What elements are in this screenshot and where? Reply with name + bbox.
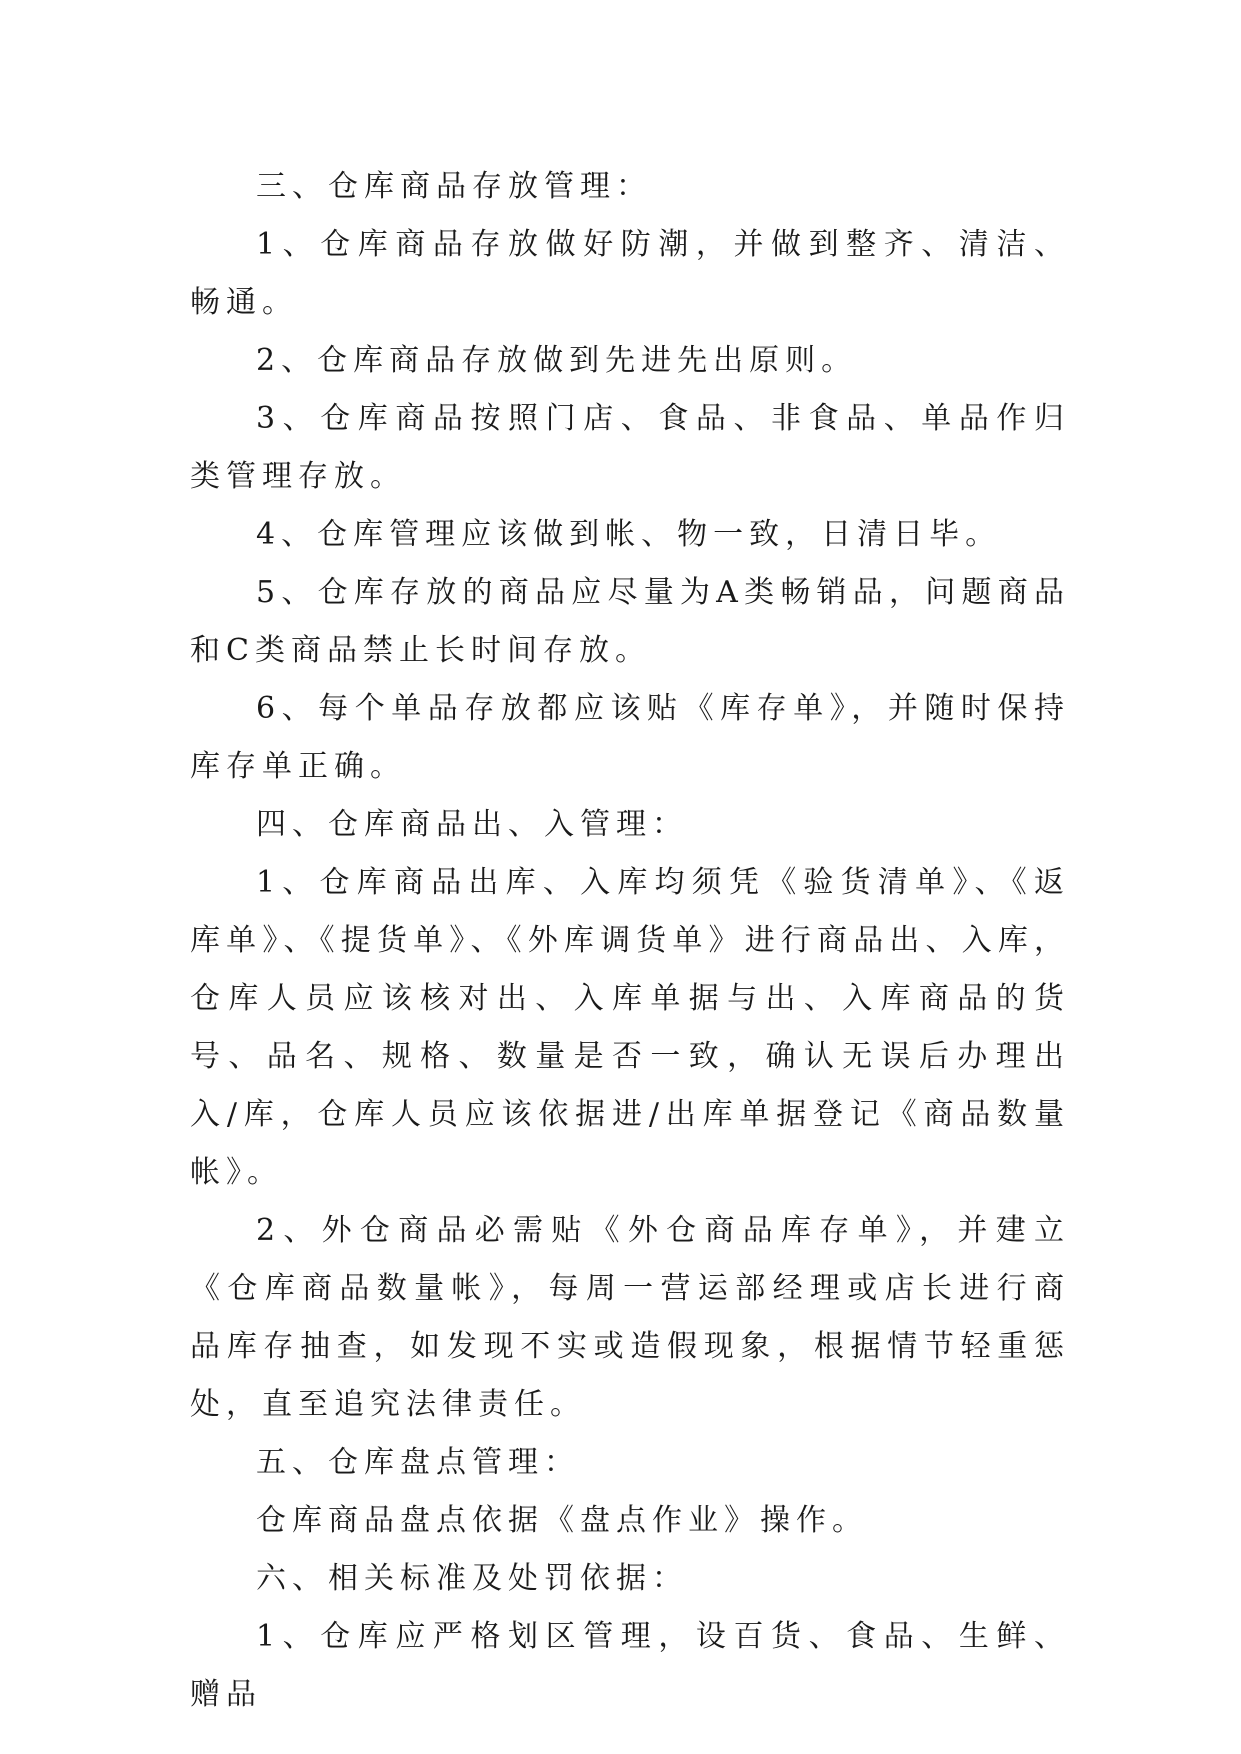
section-heading-in-out: 四、仓库商品出、入管理： [256, 807, 688, 842]
paragraph: 1、仓库商品存放做好防潮，并做到整齐、清洁、畅通。 [190, 227, 1070, 320]
paragraph: 5、仓库存放的商品应尽量为A类畅销品，问题商品和C类商品禁止长时间存放。 [190, 575, 1070, 668]
paragraph: 仓库商品盘点依据《盘点作业》操作。 [256, 1503, 868, 1538]
section-heading-storage: 三、仓库商品存放管理： [256, 169, 652, 204]
section-heading-standards: 六、相关标准及处罚依据： [256, 1561, 688, 1596]
paragraph: 1、仓库商品出库、入库均须凭《验货清单》、《返库单》、《提货单》、《外库调货单》进行商品出、入库，仓库人员应该核对出、入库单据与出、入库商品的货号、品名、规格、数量是否一致，确认无误后办理出入/库，仓库人员应该依据进/出库单据登记《商品数量帐》。 [190, 865, 1070, 1190]
paragraph: 6、每个单品存放都应该贴《库存单》，并随时保持库存单正确。 [190, 691, 1070, 784]
paragraph: 2、仓库商品存放做到先进先出原则。 [256, 343, 858, 378]
paragraph: 1、仓库应严格划区管理，设百货、食品、生鲜、赠品 [190, 1619, 1070, 1712]
section-heading-inventory: 五、仓库盘点管理： [256, 1445, 580, 1480]
paragraph: 4、仓库管理应该做到帐、物一致，日清日毕。 [256, 517, 1002, 552]
paragraph: 2、外仓商品必需贴《外仓商品库存单》，并建立《仓库商品数量帐》，每周一营运部经理或店长进行商品库存抽查，如发现不实或造假现象，根据情节轻重惩处，直至追究法律责任。 [190, 1213, 1070, 1422]
paragraph: 3、仓库商品按照门店、食品、非食品、单品作归类管理存放。 [190, 401, 1070, 494]
document-body [190, 158, 1070, 1724]
